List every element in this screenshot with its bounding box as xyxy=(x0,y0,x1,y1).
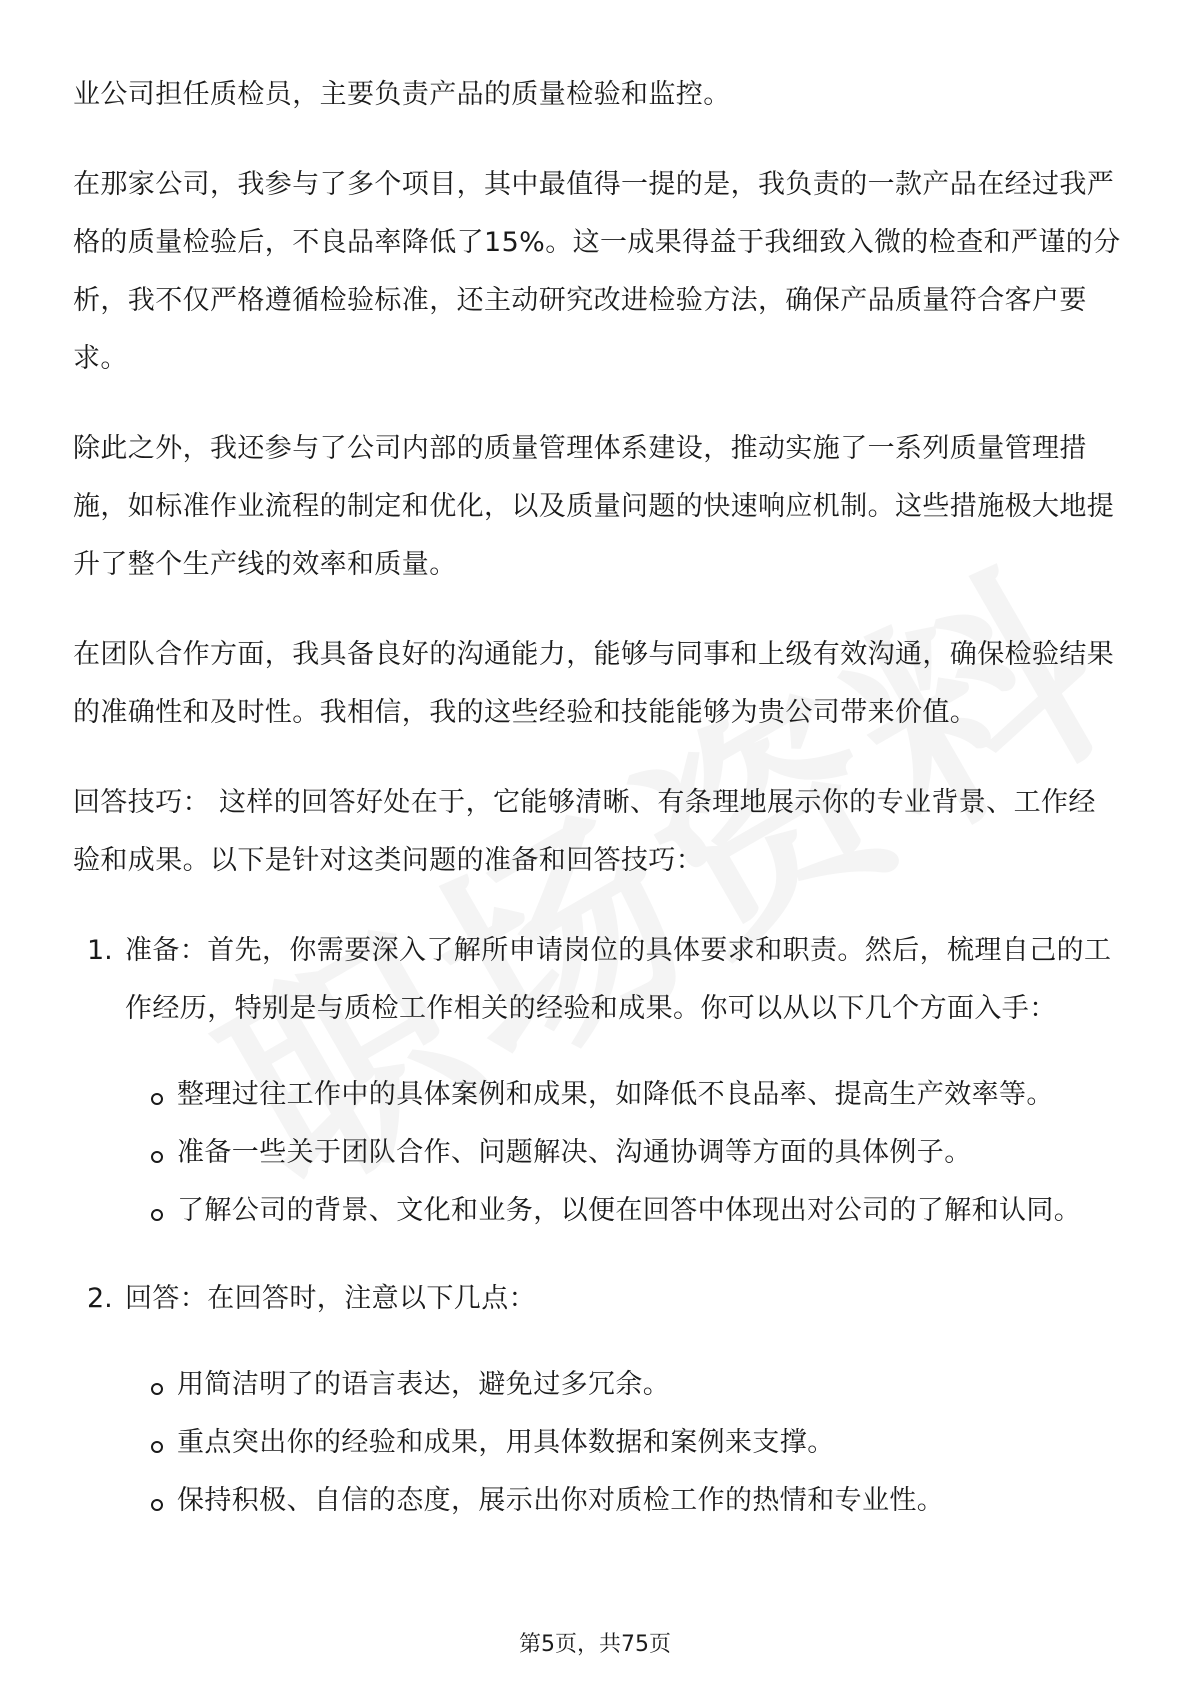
circle-bullet-icon xyxy=(151,1499,163,1511)
sub-list-item xyxy=(177,1356,1123,1414)
sub-list-item xyxy=(177,1414,1123,1472)
list-number: 1. xyxy=(87,935,113,966)
numbered-list-item xyxy=(73,922,1123,1240)
sub-list-item-text: 整理过往工作中的具体案例和成果，如降低不良品率、提高生产效率等。 xyxy=(177,1079,1054,1110)
paragraph: 除此之外，我还参与了公司内部的质量管理体系建设，推动实施了一系列质量管理措施，如标准作业流程的制定和优化，以及质量问题的快速响应机制。这些措施极大地提升了整个生产线的效率和质量。 xyxy=(73,433,1115,580)
list-item-text: 准备：首先，你需要深入了解所申请岗位的具体要求和职责。然后，梳理自己的工作经历，特别是与质检工作相关的经验和成果。你可以从以下几个方面入手： xyxy=(125,935,1112,1024)
sub-list-item xyxy=(177,1124,1123,1182)
list-number: 2. xyxy=(87,1283,113,1314)
sub-list xyxy=(125,1066,1123,1240)
sub-list-item-text: 重点突出你的经验和成果，用具体数据和案例来支撑。 xyxy=(177,1427,835,1458)
sub-list-item-text: 了解公司的背景、文化和业务，以便在回答中体现出对公司的了解和认同。 xyxy=(177,1195,1082,1226)
paragraph: 业公司担任质检员，主要负责产品的质量检验和监控。 xyxy=(73,79,731,110)
paragraph: 在团队合作方面，我具备良好的沟通能力，能够与同事和上级有效沟通，确保检验结果的准确性和及时性。我相信，我的这些经验和技能能够为贵公司带来价值。 xyxy=(73,639,1115,728)
sub-list-item-text: 准备一些关于团队合作、问题解决、沟通协调等方面的具体例子。 xyxy=(177,1137,972,1168)
numbered-list-item xyxy=(73,1270,1123,1530)
sub-list-item xyxy=(177,1182,1123,1240)
sub-list-item-text: 用简洁明了的语言表达，避免过多冗余。 xyxy=(177,1369,671,1400)
circle-bullet-icon xyxy=(151,1383,163,1395)
sub-list xyxy=(125,1356,1123,1530)
circle-bullet-icon xyxy=(151,1441,163,1453)
circle-bullet-icon xyxy=(151,1151,163,1163)
paragraph: 在那家公司，我参与了多个项目，其中最值得一提的是，我负责的一款产品在经过我严格的质量检验后，不良品率降低了15%。这一成果得益于我细致入微的检查和严谨的分析，我不仅严格遵循检验标准，还主动研究改进检验方法，确保产品质量符合客户要求。 xyxy=(73,169,1121,374)
page-footer: 第5页，共75页 xyxy=(519,1632,671,1657)
circle-bullet-icon xyxy=(151,1209,163,1221)
sub-list-item xyxy=(177,1472,1123,1530)
document-body xyxy=(73,66,1123,1560)
paragraph: 回答技巧： 这样的回答好处在于，它能够清晰、有条理地展示你的专业背景、工作经验和成果。以下是针对这类问题的准备和回答技巧： xyxy=(73,787,1096,876)
sub-list-item-text: 保持积极、自信的态度，展示出你对质检工作的热情和专业性。 xyxy=(177,1485,945,1516)
circle-bullet-icon xyxy=(151,1093,163,1105)
list-item-text: 回答：在回答时，注意以下几点： xyxy=(125,1283,536,1314)
sub-list-item xyxy=(177,1066,1123,1124)
